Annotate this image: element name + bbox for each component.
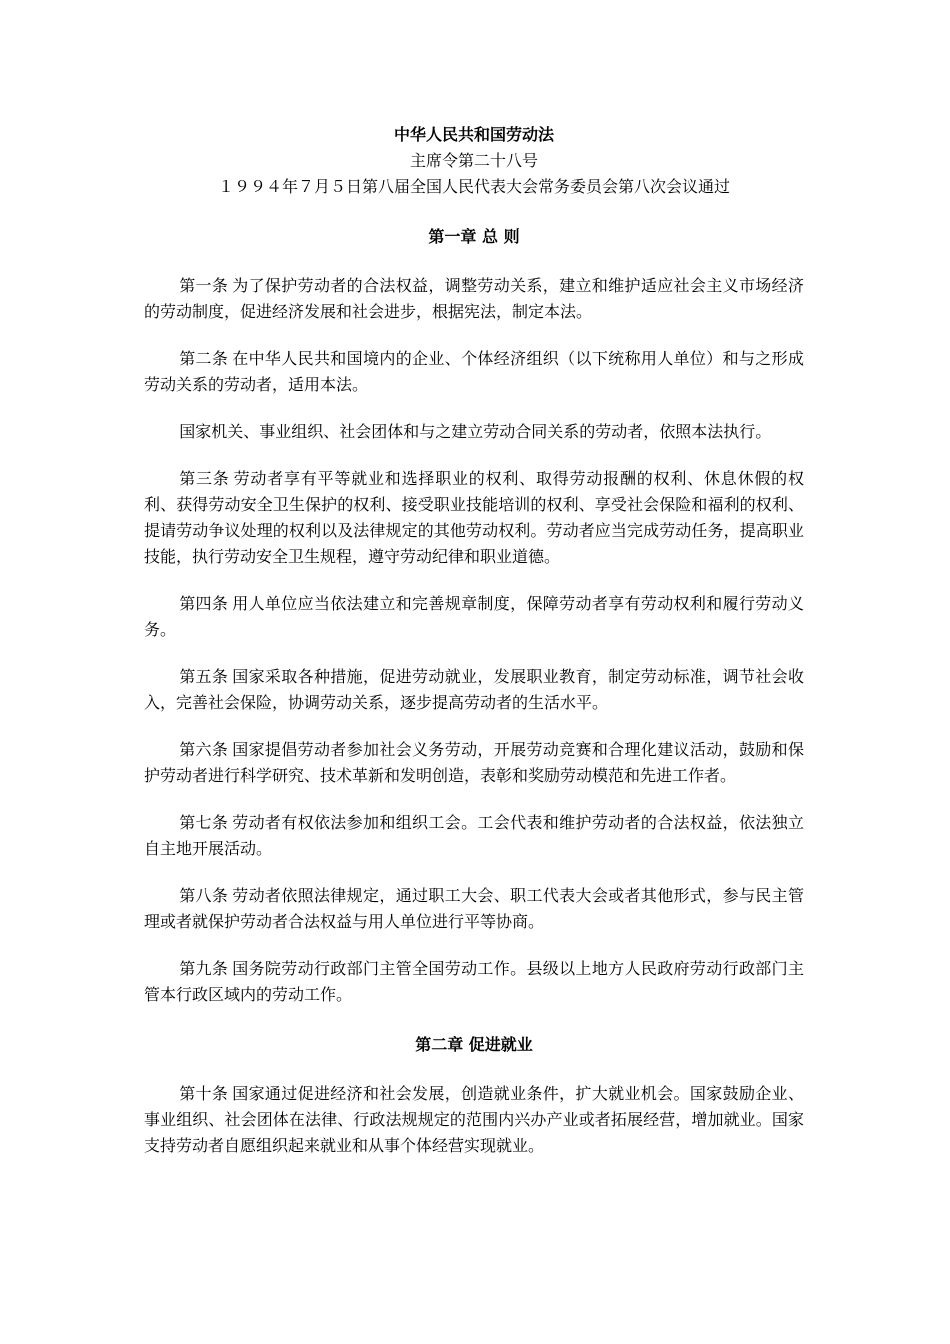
article-paragraph (144, 419, 804, 445)
article-label: 第六条 (179, 740, 229, 759)
article-label: 第九条 (179, 959, 229, 978)
article-paragraph (144, 737, 804, 789)
document-title: 中华人民共和国劳动法 (393, 125, 554, 144)
article-paragraph (144, 956, 804, 1008)
presidential-order: 主席令第二十八号 (409, 151, 538, 170)
article-text: 劳动者有权依法参加和组织工会。工会代表和维护劳动者的合法权益，依法独立自主地开展活动。 (144, 813, 804, 858)
article-label: 第五条 (179, 667, 229, 686)
article-label: 第七条 (179, 813, 229, 832)
article-paragraph (144, 591, 804, 643)
article-label: 第三条 (179, 469, 230, 488)
article-text: 国家采取各种措施，促进劳动就业，发展职业教育，制定劳动标准，调节社会收入，完善社会保险，协调劳动关系，逐步提高劳动者的生活水平。 (144, 667, 804, 712)
article-text: 国家提倡劳动者参加社会义务劳动，开展劳动竞赛和合理化建议活动，鼓励和保护劳动者进行科学研究、技术革新和发明创造，表彰和奖励劳动模范和先进工作者。 (144, 740, 804, 785)
article-paragraph (144, 273, 804, 325)
article-paragraph (144, 810, 804, 862)
adoption-statement: １９９４年７月５日第八届全国人民代表大会常务委员会第八次会议通过 (217, 177, 730, 196)
article-paragraph (144, 664, 804, 716)
article-paragraph (144, 883, 804, 935)
chapter-heading: 第二章 促进就业 (415, 1035, 533, 1054)
article-text: 劳动者享有平等就业和选择职业的权利、取得劳动报酬的权利、休息休假的权利、获得劳动安全卫生保护的权利、接受职业技能培训的权利、享受社会保险和福利的权利、提请劳动争议处理的权利以及法律规定的其他劳动权利。劳动者应当完成劳动任务，提高职业技能，执行劳动安全卫生规程，遵守劳动纪律和职业道德。 (144, 469, 804, 566)
article-label: 第八条 (179, 886, 229, 905)
article-label: 第十条 (179, 1084, 229, 1103)
article-text: 劳动者依照法律规定，通过职工大会、职工代表大会或者其他形式，参与民主管理或者就保护劳动者合法权益与用人单位进行平等协商。 (144, 886, 804, 931)
article-label: 第二条 (179, 349, 229, 368)
article-label: 第一条 (179, 276, 229, 295)
article-text: 为了保护劳动者的合法权益，调整劳动关系，建立和维护适应社会主义市场经济的劳动制度，促进经济发展和社会进步，根据宪法，制定本法。 (144, 276, 804, 321)
article-text: 在中华人民共和国境内的企业、个体经济组织（以下统称用人单位）和与之形成劳动关系的劳动者，适用本法。 (144, 349, 804, 394)
article-text: 用人单位应当依法建立和完善规章制度，保障劳动者享有劳动权利和履行劳动义务。 (144, 594, 804, 639)
article-label: 第四条 (179, 594, 229, 613)
document-page (144, 122, 804, 1180)
article-text: 国务院劳动行政部门主管全国劳动工作。县级以上地方人民政府劳动行政部门主管本行政区域内的劳动工作。 (144, 959, 804, 1004)
article-paragraph (144, 346, 804, 398)
article-paragraph (144, 466, 804, 570)
article-paragraph (144, 1081, 804, 1159)
article-text: 国家通过促进经济和社会发展，创造就业条件，扩大就业机会。国家鼓励企业、事业组织、社会团体在法律、行政法规规定的范围内兴办产业或者拓展经营，增加就业。国家支持劳动者自愿组织起来就业和从事个体经营实现就业。 (144, 1084, 804, 1155)
chapter-heading: 第一章 总 则 (428, 227, 520, 246)
article-text: 国家机关、事业组织、社会团体和与之建立劳动合同关系的劳动者，依照本法执行。 (179, 422, 772, 441)
